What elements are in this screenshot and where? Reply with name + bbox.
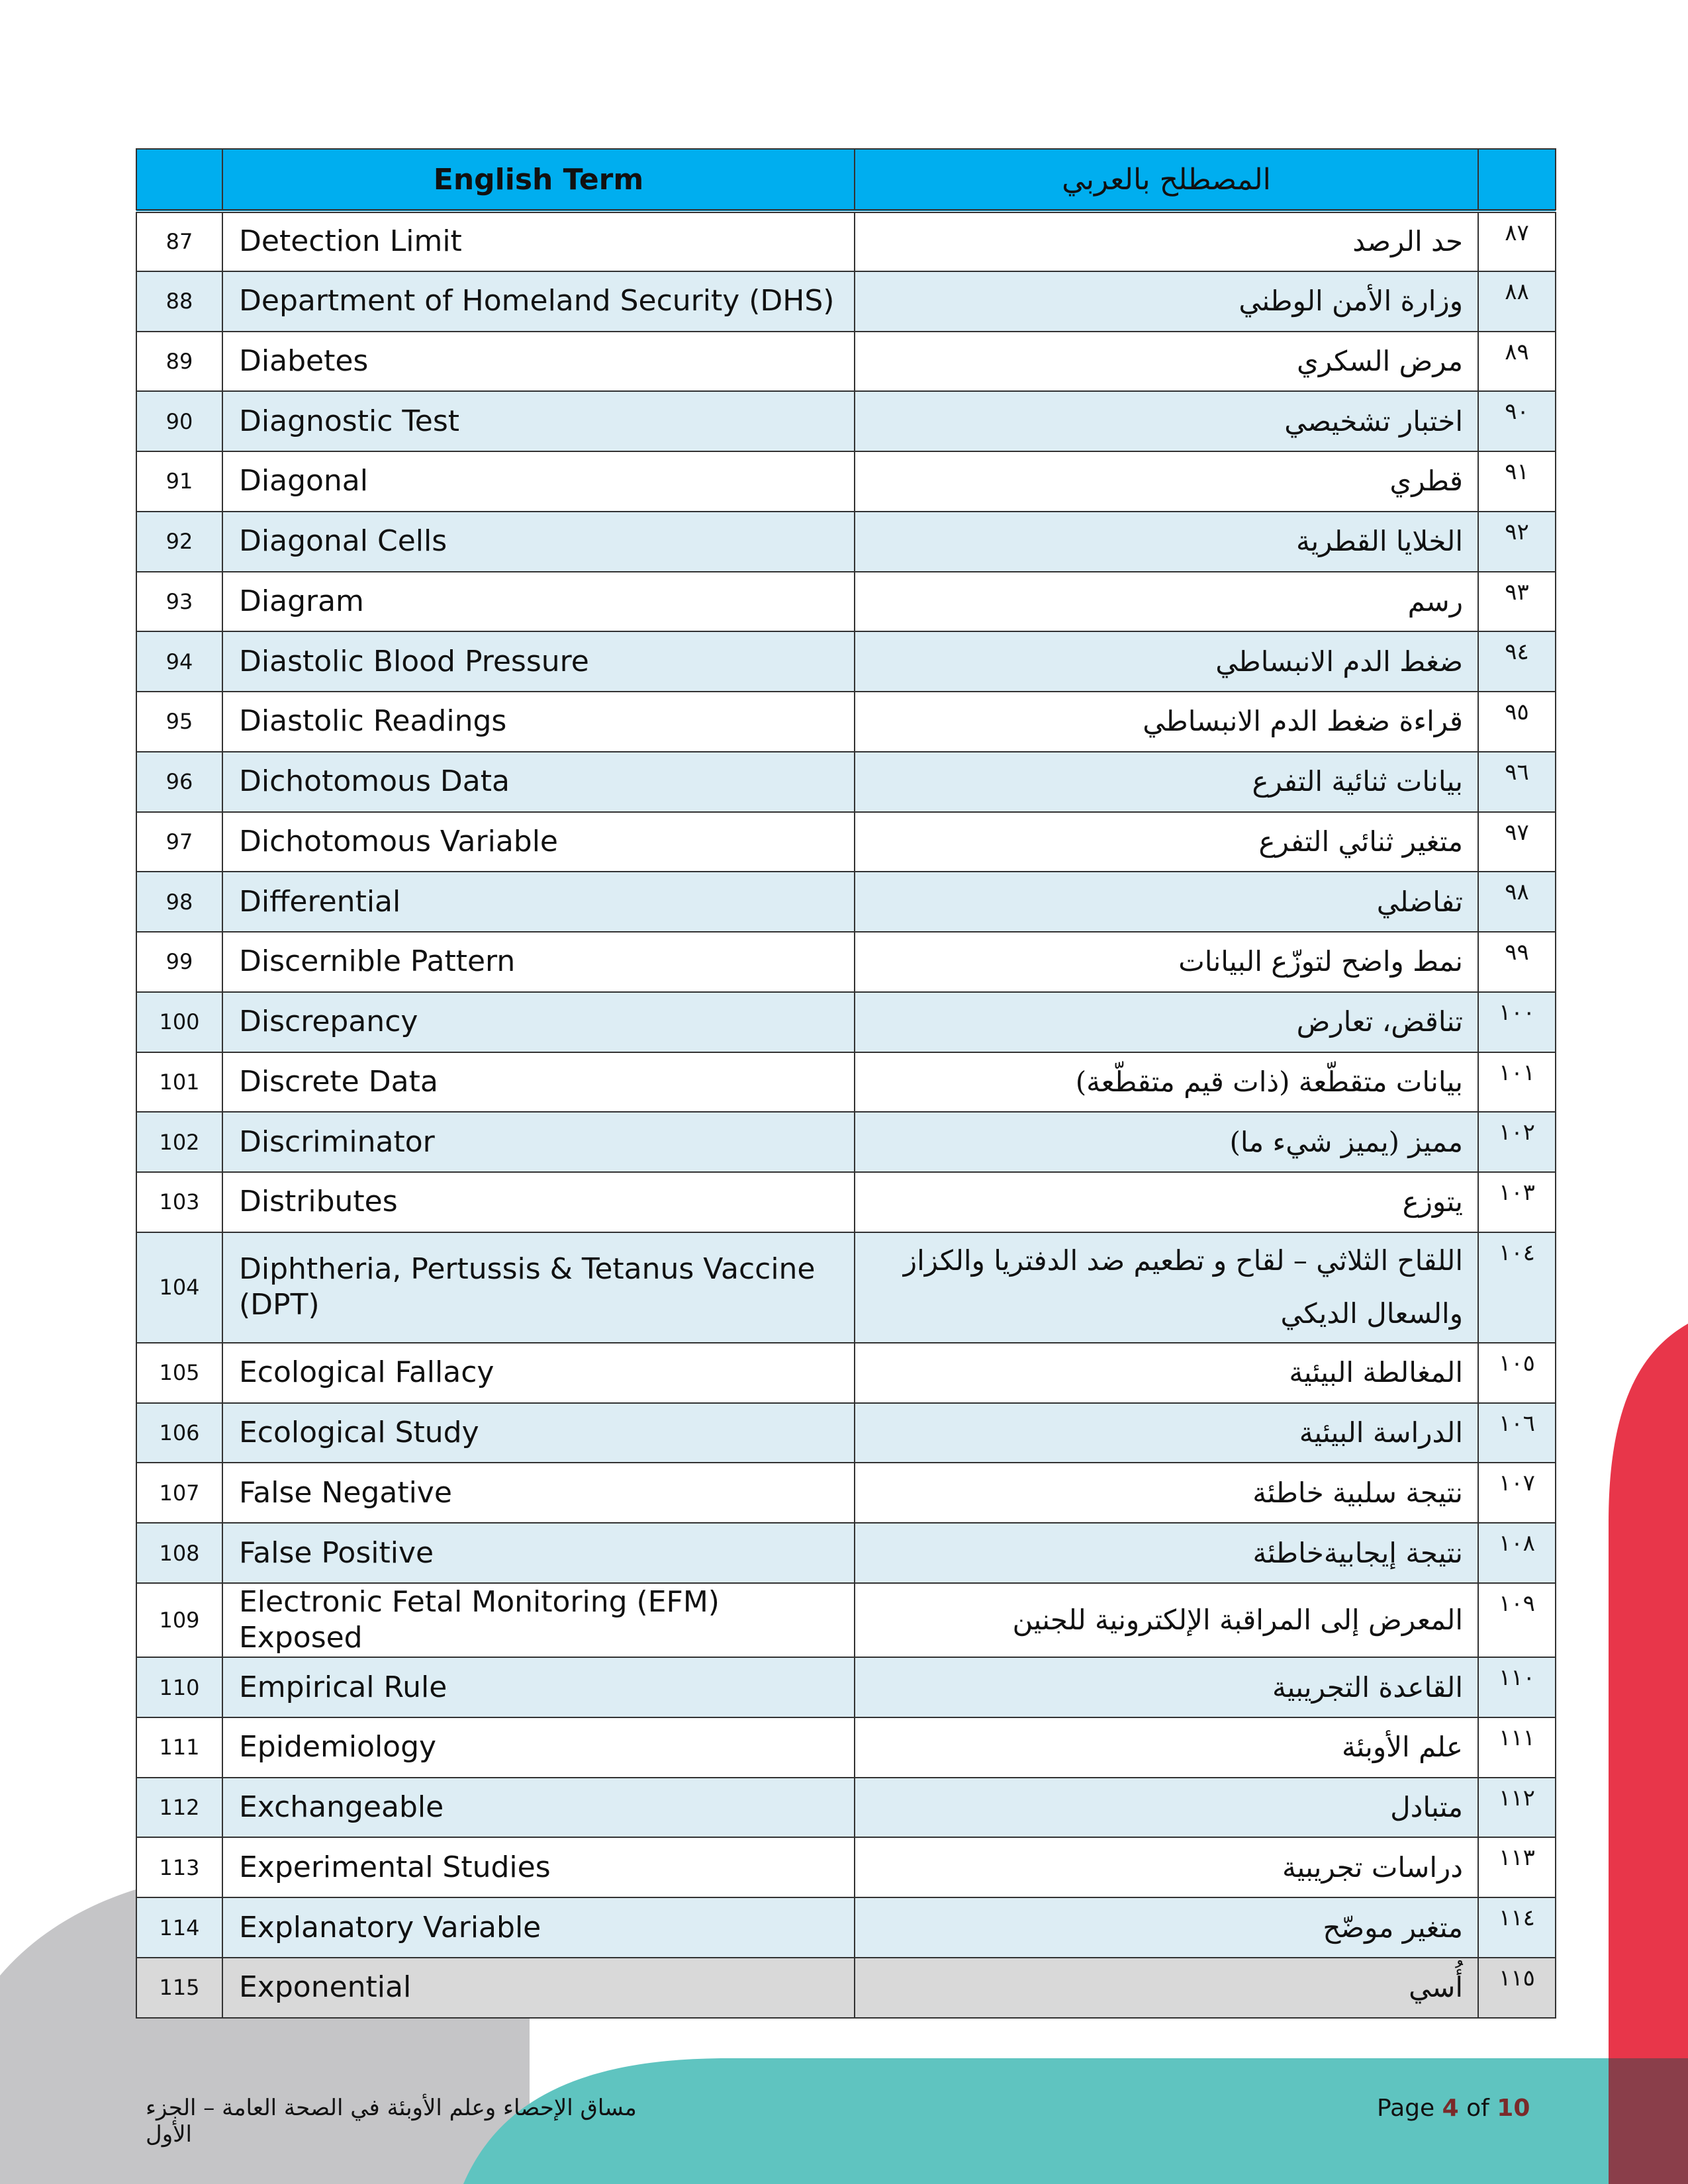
row-number: 99 <box>136 932 222 992</box>
arabic-term: علم الأوبئة <box>855 1717 1478 1778</box>
header-english-term: English Term <box>222 149 855 211</box>
row-number: 97 <box>136 812 222 872</box>
arabic-term: وزارة الأمن الوطني <box>855 271 1478 332</box>
table-row <box>136 451 1556 512</box>
table-row <box>136 271 1556 332</box>
table-row <box>136 1717 1556 1778</box>
row-number-arabic: ١١٤ <box>1478 1897 1556 1958</box>
english-term: Ecological Fallacy <box>222 1343 855 1403</box>
arabic-term: المعرض إلى المراقبة الإلكترونية للجنين <box>855 1583 1478 1657</box>
arabic-term: الخلايا القطرية <box>855 512 1478 572</box>
row-number: 89 <box>136 332 222 392</box>
arabic-term: قطري <box>855 451 1478 512</box>
row-number: 95 <box>136 692 222 752</box>
row-number-arabic: ١٠٧ <box>1478 1463 1556 1523</box>
arabic-term: مميز (يميز شيء ما) <box>855 1112 1478 1172</box>
arabic-term: يتوزع <box>855 1172 1478 1232</box>
table-row <box>136 1343 1556 1403</box>
arabic-term: اللقاح الثلاثي – لقاح و تطعيم ضد الدفتريا والكزاز والسعال الديكي <box>855 1232 1478 1343</box>
row-number: 106 <box>136 1403 222 1463</box>
table-header-row <box>136 149 1556 211</box>
row-number: 91 <box>136 451 222 512</box>
row-number-arabic: ٩٠ <box>1478 391 1556 451</box>
row-number-arabic: ١٠٢ <box>1478 1112 1556 1172</box>
row-number: 114 <box>136 1897 222 1958</box>
english-term: Explanatory Variable <box>222 1897 855 1958</box>
row-number: 115 <box>136 1958 222 2018</box>
english-term: Experimental Studies <box>222 1837 855 1897</box>
page-word: Page <box>1377 2095 1435 2122</box>
arabic-term: نمط واضح لتوزّع البيانات <box>855 932 1478 992</box>
table-row <box>136 1052 1556 1113</box>
table-row <box>136 631 1556 692</box>
row-number: 107 <box>136 1463 222 1523</box>
row-number-arabic: ٩٦ <box>1478 752 1556 812</box>
table-row <box>136 1657 1556 1717</box>
glossary-body <box>136 211 1556 2018</box>
page-current: 4 <box>1442 2095 1459 2122</box>
english-term: Distributes <box>222 1172 855 1232</box>
english-term: Ecological Study <box>222 1403 855 1463</box>
table-row <box>136 1778 1556 1838</box>
row-number: 112 <box>136 1778 222 1838</box>
arabic-term: بيانات ثنائية التفرع <box>855 752 1478 812</box>
english-term: Diagonal <box>222 451 855 512</box>
table-row <box>136 692 1556 752</box>
arabic-term: اختبار تشخيصي <box>855 391 1478 451</box>
row-number-arabic: ٩٩ <box>1478 932 1556 992</box>
english-term: Diagram <box>222 572 855 632</box>
row-number: 103 <box>136 1172 222 1232</box>
page-total: 10 <box>1497 2095 1530 2122</box>
table-row <box>136 1232 1556 1343</box>
glossary-table <box>136 148 1556 2019</box>
english-term: Diagonal Cells <box>222 512 855 572</box>
row-number-arabic: ١٠٠ <box>1478 992 1556 1052</box>
table-row <box>136 872 1556 932</box>
english-term: Department of Homeland Security (DHS) <box>222 271 855 332</box>
english-term: False Negative <box>222 1463 855 1523</box>
table-row <box>136 752 1556 812</box>
arabic-term: تفاضلي <box>855 872 1478 932</box>
arabic-term: متغير موضّح <box>855 1897 1478 1958</box>
table-row <box>136 1172 1556 1232</box>
table-row <box>136 1897 1556 1958</box>
row-number-arabic: ١٠٥ <box>1478 1343 1556 1403</box>
arabic-term: متبادل <box>855 1778 1478 1838</box>
arabic-term: المغالطة البيئية <box>855 1343 1478 1403</box>
table-row <box>136 1403 1556 1463</box>
row-number-arabic: ٨٩ <box>1478 332 1556 392</box>
row-number-arabic: ٨٧ <box>1478 211 1556 271</box>
english-term: Dichotomous Variable <box>222 812 855 872</box>
footer-course-title: مساق الإحصاء وعلم الأوبئة في الصحة العامة – الجزء الأول <box>146 2095 637 2148</box>
deco-overlap-shape <box>1609 2058 1688 2184</box>
row-number-arabic: ١٠٤ <box>1478 1232 1556 1343</box>
english-term: Discernible Pattern <box>222 932 855 992</box>
arabic-term: رسم <box>855 572 1478 632</box>
table-row <box>136 1523 1556 1583</box>
table-row <box>136 1583 1556 1657</box>
english-term: False Positive <box>222 1523 855 1583</box>
english-term: Exponential <box>222 1958 855 2018</box>
footer-page-indicator <box>1377 2095 1530 2122</box>
arabic-term: بيانات متقطّعة (ذات قيم متقطّعة) <box>855 1052 1478 1113</box>
row-number: 109 <box>136 1583 222 1657</box>
row-number-arabic: ١٠٩ <box>1478 1583 1556 1657</box>
arabic-term: أُسي <box>855 1958 1478 2018</box>
arabic-term: دراسات تجريبية <box>855 1837 1478 1897</box>
english-term: Discrepancy <box>222 992 855 1052</box>
row-number: 100 <box>136 992 222 1052</box>
english-term: Exchangeable <box>222 1778 855 1838</box>
row-number-arabic: ٩١ <box>1478 451 1556 512</box>
row-number: 113 <box>136 1837 222 1897</box>
row-number-arabic: ٩٨ <box>1478 872 1556 932</box>
row-number-arabic: ١٠٨ <box>1478 1523 1556 1583</box>
english-term: Diabetes <box>222 332 855 392</box>
row-number: 88 <box>136 271 222 332</box>
row-number: 90 <box>136 391 222 451</box>
english-term: Electronic Fetal Monitoring (EFM) Exposed <box>222 1583 855 1657</box>
row-number-arabic: ٩٢ <box>1478 512 1556 572</box>
arabic-term: نتيجة إيجابيةخاطئة <box>855 1523 1478 1583</box>
row-number: 98 <box>136 872 222 932</box>
row-number-arabic: ٩٧ <box>1478 812 1556 872</box>
english-term: Empirical Rule <box>222 1657 855 1717</box>
english-term: Differential <box>222 872 855 932</box>
deco-red-shape <box>1609 1324 1688 2184</box>
english-term: Diphtheria, Pertussis & Tetanus Vaccine (DPT) <box>222 1232 855 1343</box>
row-number: 104 <box>136 1232 222 1343</box>
table-row <box>136 1112 1556 1172</box>
arabic-term: القاعدة التجريبية <box>855 1657 1478 1717</box>
arabic-term: قراءة ضغط الدم الانبساطي <box>855 692 1478 752</box>
row-number: 96 <box>136 752 222 812</box>
row-number: 93 <box>136 572 222 632</box>
arabic-term: متغير ثنائي التفرع <box>855 812 1478 872</box>
row-number-arabic: ٩٣ <box>1478 572 1556 632</box>
table-row <box>136 1463 1556 1523</box>
header-arabic-term: المصطلح بالعربي <box>855 149 1478 211</box>
row-number: 87 <box>136 211 222 271</box>
row-number-arabic: ١١٣ <box>1478 1837 1556 1897</box>
row-number-arabic: ٨٨ <box>1478 271 1556 332</box>
row-number-arabic: ١١٢ <box>1478 1778 1556 1838</box>
arabic-term: مرض السكري <box>855 332 1478 392</box>
row-number-arabic: ٩٤ <box>1478 631 1556 692</box>
table-row <box>136 932 1556 992</box>
row-number: 94 <box>136 631 222 692</box>
english-term: Epidemiology <box>222 1717 855 1778</box>
table-row <box>136 391 1556 451</box>
page-of: of <box>1466 2095 1489 2122</box>
table-row <box>136 812 1556 872</box>
table-row <box>136 572 1556 632</box>
row-number: 101 <box>136 1052 222 1113</box>
header-arabic-number-cell <box>1478 149 1556 211</box>
row-number-arabic: ٩٥ <box>1478 692 1556 752</box>
row-number: 105 <box>136 1343 222 1403</box>
row-number: 111 <box>136 1717 222 1778</box>
row-number: 108 <box>136 1523 222 1583</box>
arabic-term: ضغط الدم الانبساطي <box>855 631 1478 692</box>
row-number: 102 <box>136 1112 222 1172</box>
english-term: Diastolic Readings <box>222 692 855 752</box>
english-term: Detection Limit <box>222 211 855 271</box>
row-number: 92 <box>136 512 222 572</box>
table-row <box>136 332 1556 392</box>
english-term: Discrete Data <box>222 1052 855 1113</box>
row-number: 110 <box>136 1657 222 1717</box>
english-term: Diagnostic Test <box>222 391 855 451</box>
arabic-term: تناقض، تعارض <box>855 992 1478 1052</box>
header-number-cell <box>136 149 222 211</box>
table-row <box>136 1958 1556 2018</box>
table-row <box>136 512 1556 572</box>
row-number-arabic: ١٠٣ <box>1478 1172 1556 1232</box>
row-number-arabic: ١١٠ <box>1478 1657 1556 1717</box>
row-number-arabic: ١١١ <box>1478 1717 1556 1778</box>
row-number-arabic: ١١٥ <box>1478 1958 1556 2018</box>
row-number-arabic: ١٠١ <box>1478 1052 1556 1113</box>
english-term: Diastolic Blood Pressure <box>222 631 855 692</box>
table-row <box>136 211 1556 271</box>
english-term: Dichotomous Data <box>222 752 855 812</box>
arabic-term: الدراسة البيئية <box>855 1403 1478 1463</box>
arabic-term: حد الرصد <box>855 211 1478 271</box>
table-row <box>136 1837 1556 1897</box>
english-term: Discriminator <box>222 1112 855 1172</box>
arabic-term: نتيجة سلبية خاطئة <box>855 1463 1478 1523</box>
table-row <box>136 992 1556 1052</box>
row-number-arabic: ١٠٦ <box>1478 1403 1556 1463</box>
